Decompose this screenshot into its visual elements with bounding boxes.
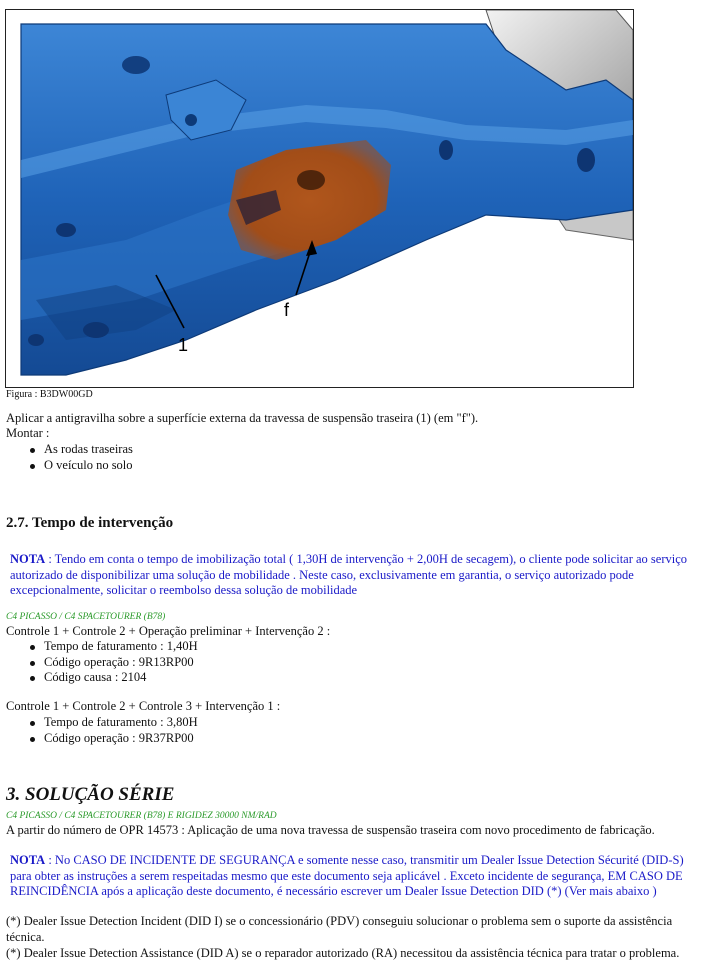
list-item: Código operação : 9R37RP00 <box>26 731 198 747</box>
section-3-line: A partir do número de OPR 14573 : Aplicação de uma nova travessa de suspensão traseira com novo procedimento de fabricação. <box>6 823 655 837</box>
label-1: 1 <box>178 335 189 355</box>
nota-text: : No CASO DE INCIDENTE DE SEGURANÇA e somente nesse caso, transmitir um Dealer Issue Detection Sécurité (DID-S) <box>45 853 684 867</box>
section-heading-3: 3. SOLUÇÃO SÉRIE <box>6 784 175 805</box>
nota-box-3 <box>10 853 724 900</box>
list-item: Tempo de faturamento : 1,40H <box>26 639 198 655</box>
nota-text: REINCIDÊNCIA após a aplicação deste documento, é necessário escrever um Dealer Issue Detection DID (*) (Ver mais abaixo ) <box>10 884 657 898</box>
montar-label: Montar : <box>6 426 50 440</box>
did-i-line-2: técnica. <box>6 930 45 944</box>
figure-caption: Figura : B3DW00GD <box>6 389 93 400</box>
list-item: O veículo no solo <box>26 458 133 474</box>
label-f: f <box>284 300 290 320</box>
section-heading-2-7: 2.7. Tempo de intervenção <box>6 515 174 531</box>
rear-subframe-illustration <box>6 10 633 387</box>
nota-text: para obter as instruções a serem respeitadas mesmo que este documento seja aplicável . Exceto incidente de segurança, EM CASO DE <box>10 868 683 883</box>
did-i-line: (*) Dealer Issue Detection Incident (DID I) se o concessionário (PDV) conseguiu solucionar o problema sem o suporte da assistência <box>6 914 673 928</box>
block2-title: Controle 1 + Controle 2 + Controle 3 + Intervenção 1 : <box>6 699 281 713</box>
nota-text: : Tendo em conta o tempo de imobilização total ( 1,30H de intervenção + 2,00H de secagem), o cliente pode solicitar ao serviço <box>45 552 688 566</box>
did-a-line: (*) Dealer Issue Detection Assistance (DID A) se o reparador autorizado (RA) necessitou da assistência técnica para tratar o problema. <box>6 946 680 960</box>
nota-label: NOTA <box>10 552 46 566</box>
nota-text: autorizado de disponibilizar uma solução de mobilidade . Neste caso, exclusivamente em garantia, o serviço autorizado pode <box>10 567 634 582</box>
nota-label: NOTA <box>10 853 46 867</box>
figure-image <box>5 9 634 388</box>
list-item: As rodas traseiras <box>26 442 133 458</box>
list-item: Tempo de faturamento : 3,80H <box>26 715 198 731</box>
nota-box-2-7 <box>10 552 724 599</box>
intro-line: Aplicar a antigravilha sobre a superfície externa da travessa de suspensão traseira (1) (em "f"). <box>6 411 479 425</box>
block1-title: Controle 1 + Controle 2 + Operação preliminar + Intervenção 2 : <box>6 624 331 638</box>
nota-text: excepcionalmente, solicitar o reembolso dessa solução de mobilidade <box>10 583 358 597</box>
model-tag: C4 PICASSO / C4 SPACETOURER (B78) E RIGIDEZ 30000 NM/RAD <box>6 811 277 821</box>
montar-list <box>26 442 133 473</box>
list-item: Código operação : 9R13RP00 <box>26 655 198 671</box>
list-item: Código causa : 2104 <box>26 670 198 686</box>
model-tag: C4 PICASSO / C4 SPACETOURER (B78) <box>6 612 166 622</box>
block2-list <box>26 715 198 746</box>
block1-list <box>26 639 198 686</box>
